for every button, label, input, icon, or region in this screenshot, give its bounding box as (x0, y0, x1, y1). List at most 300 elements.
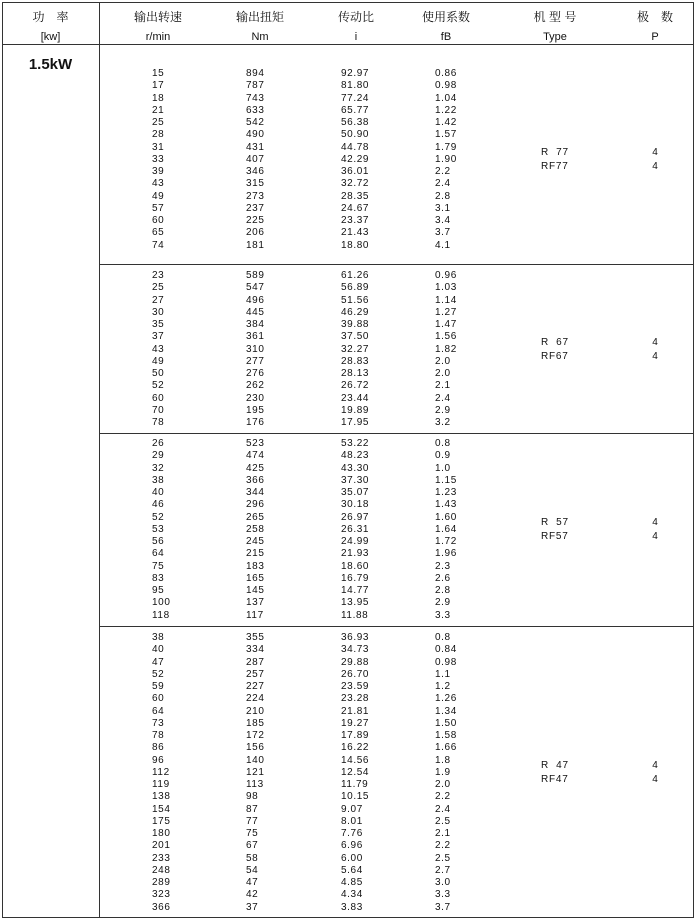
output-torque-cell: 77 (246, 815, 259, 827)
service-factor-cell: 3.1 (435, 202, 451, 214)
output-speed-cell: 64 (152, 548, 165, 560)
pole-value: 4 (652, 759, 658, 771)
service-factor-cell: 2.4 (435, 803, 451, 815)
service-factor-cell: 3.3 (435, 889, 451, 901)
gear-ratio-cell: 11.88 (341, 609, 369, 621)
service-factor-cell: 2.8 (435, 585, 451, 596)
output-speed-cell: 40 (152, 644, 165, 656)
output-torque-column (246, 632, 265, 914)
header-torque-unit: Nm (251, 31, 269, 43)
gear-ratio-cell: 26.97 (341, 511, 370, 523)
output-speed-column (152, 68, 164, 252)
service-factor-cell: 1.57 (435, 129, 457, 141)
header-poles (620, 10, 690, 44)
pole-count (645, 336, 665, 364)
output-speed-cell: 43 (152, 343, 165, 355)
output-speed-cell: 201 (152, 840, 171, 852)
output-speed-cell: 38 (152, 474, 165, 486)
output-torque-cell: 425 (246, 462, 265, 474)
gear-ratio-cell: 14.77 (341, 585, 370, 596)
section-divider (99, 626, 694, 627)
gear-ratio-cell: 9.07 (341, 803, 363, 815)
gear-ratio-cell: 77.24 (341, 92, 370, 104)
output-speed-cell: 32 (152, 462, 165, 474)
output-speed-cell: 59 (152, 681, 165, 692)
service-factor-cell: 1.1 (435, 668, 451, 680)
output-speed-cell: 52 (152, 511, 165, 523)
model-type (541, 336, 569, 364)
output-speed-cell: 52 (152, 668, 165, 680)
output-torque-cell: 542 (246, 117, 265, 128)
output-speed-cell: 29 (152, 450, 165, 462)
output-speed-cell: 154 (152, 803, 171, 815)
pole-value: 4 (652, 350, 658, 362)
service-factor-cell: 1.27 (435, 306, 457, 318)
output-torque-cell: 37 (246, 901, 259, 913)
gear-ratio-cell: 50.90 (341, 129, 370, 141)
model-r: R 47 (541, 759, 569, 771)
header-ratio-label: 传动比 (337, 10, 374, 24)
output-torque-cell: 547 (246, 282, 265, 294)
service-factor-cell: 1.60 (435, 511, 457, 523)
output-speed-cell: 64 (152, 705, 165, 717)
output-speed-cell: 95 (152, 585, 165, 596)
gear-ratio-cell: 5.64 (341, 864, 363, 876)
output-speed-cell: 35 (152, 319, 165, 330)
output-speed-cell: 33 (152, 153, 165, 165)
gear-ratio-cell: 56.89 (341, 282, 370, 294)
service-factor-cell: 1.04 (435, 92, 457, 104)
gear-ratio-cell: 23.59 (341, 681, 370, 692)
gear-ratio-cell: 18.80 (341, 239, 370, 251)
output-torque-cell: 98 (246, 791, 259, 803)
section-divider (99, 264, 694, 265)
output-speed-cell: 70 (152, 404, 165, 416)
output-speed-cell: 49 (152, 355, 165, 367)
output-speed-cell: 50 (152, 368, 165, 379)
gear-ratio-cell: 6.96 (341, 840, 363, 852)
output-torque-cell: 366 (246, 474, 265, 486)
gear-ratio-cell: 23.44 (341, 392, 370, 404)
output-speed-cell: 323 (152, 889, 171, 901)
gear-ratio-cell: 53.22 (341, 438, 370, 449)
gear-ratio-cell: 35.07 (341, 487, 370, 498)
output-torque-cell: 237 (246, 202, 265, 214)
header-ratio-unit: i (354, 31, 358, 43)
output-speed-cell: 15 (152, 68, 165, 79)
gear-ratio-cell: 4.34 (341, 889, 363, 901)
gear-ratio-cell: 48.23 (341, 450, 370, 462)
gear-ratio-cell: 37.30 (341, 474, 370, 486)
output-speed-cell: 100 (152, 597, 171, 609)
output-torque-cell: 185 (246, 717, 265, 729)
power-rating: 1.5kW (28, 56, 73, 73)
header-speed-label: 输出转速 (133, 10, 182, 24)
output-speed-cell: 118 (152, 609, 170, 621)
output-torque-cell: 787 (246, 80, 265, 92)
gear-ratio-cell: 29.88 (341, 656, 370, 668)
output-torque-cell: 225 (246, 215, 265, 226)
header-poles-label: 极 数 (636, 10, 673, 24)
service-factor-cell: 0.8 (435, 632, 451, 643)
output-speed-cell: 27 (152, 294, 165, 306)
service-factor-cell: 2.0 (435, 779, 451, 790)
output-speed-cell: 37 (152, 331, 165, 343)
output-speed-cell: 60 (152, 693, 165, 705)
service-factor-cell: 3.4 (435, 215, 451, 226)
gear-ratio-cell: 28.83 (341, 355, 370, 367)
pole-value: 4 (652, 516, 658, 528)
header-type-label: 机 型 号 (533, 10, 577, 24)
output-speed-cell: 49 (152, 190, 165, 202)
gear-ratio-cell: 16.79 (341, 572, 370, 584)
gear-ratio-cell: 42.29 (341, 153, 370, 165)
output-torque-cell: 474 (246, 450, 265, 462)
output-torque-cell: 310 (246, 343, 265, 355)
output-speed-column (152, 438, 171, 622)
gear-ratio-cell: 4.85 (341, 877, 363, 888)
pole-value: 4 (652, 146, 658, 158)
service-factor-cell: 1.9 (435, 766, 451, 778)
gear-ratio-cell: 26.31 (341, 523, 370, 535)
service-factor-cell: 1.56 (435, 331, 457, 343)
output-torque-cell: 258 (246, 523, 265, 535)
gear-ratio-cell: 13.95 (341, 597, 370, 609)
output-torque-cell: 407 (246, 153, 265, 165)
output-torque-cell: 75 (246, 828, 259, 839)
model-rf: RF67 (541, 350, 569, 362)
output-torque-cell: 445 (246, 306, 265, 318)
header-speed-unit: r/min (145, 31, 171, 43)
output-torque-cell: 47 (246, 877, 259, 888)
output-torque-cell: 172 (246, 730, 265, 741)
model-r: R 57 (541, 516, 569, 528)
gear-ratio-cell: 92.97 (341, 68, 370, 79)
pole-value: 4 (652, 530, 658, 542)
output-speed-cell: 119 (152, 779, 170, 790)
output-torque-cell: 245 (246, 536, 265, 547)
gear-ratio-cell: 16.22 (341, 742, 370, 754)
output-torque-cell: 894 (246, 68, 265, 79)
service-factor-cell: 2.0 (435, 355, 451, 367)
output-torque-cell: 262 (246, 380, 265, 392)
output-torque-cell: 344 (246, 487, 265, 498)
gear-ratio-cell: 6.00 (341, 852, 363, 864)
header-service-label: 使用系数 (421, 10, 470, 24)
service-factor-cell: 1.26 (435, 693, 457, 705)
gear-ratio-column (341, 270, 369, 429)
service-factor-cell: 0.84 (435, 644, 457, 656)
service-factor-cell: 2.4 (435, 178, 451, 190)
pole-value: 4 (652, 336, 658, 348)
output-speed-cell: 248 (152, 864, 171, 876)
output-speed-cell: 40 (152, 487, 165, 498)
output-torque-cell: 431 (246, 141, 265, 153)
output-torque-cell: 276 (246, 368, 265, 379)
gear-ratio-cell: 19.89 (341, 404, 370, 416)
model-type (541, 146, 569, 174)
header-torque (220, 10, 300, 44)
output-speed-cell: 74 (152, 239, 165, 251)
gear-ratio-cell: 14.56 (341, 754, 370, 766)
gear-ratio-cell: 61.26 (341, 270, 370, 281)
service-factor-cell: 1.0 (435, 462, 451, 474)
output-speed-cell: 57 (152, 202, 165, 214)
gear-ratio-cell: 28.35 (341, 190, 370, 202)
output-torque-cell: 58 (246, 852, 259, 864)
output-torque-cell: 183 (246, 560, 265, 572)
gear-ratio-cell: 19.27 (341, 717, 370, 729)
service-factor-cell: 2.9 (435, 404, 451, 416)
output-speed-cell: 75 (152, 560, 165, 572)
gear-ratio-cell: 10.15 (341, 791, 370, 803)
output-speed-cell: 73 (152, 717, 165, 729)
gear-ratio-cell: 21.81 (341, 705, 370, 717)
output-speed-cell: 96 (152, 754, 165, 766)
output-torque-cell: 257 (246, 668, 265, 680)
service-factor-cell: 1.22 (435, 104, 457, 116)
gear-ratio-cell: 17.89 (341, 730, 370, 741)
service-factor-cell: 1.15 (435, 474, 457, 486)
service-factor-cell: 0.8 (435, 438, 451, 449)
output-torque-cell: 355 (246, 632, 265, 643)
output-speed-cell: 46 (152, 499, 165, 511)
output-torque-cell: 165 (246, 572, 265, 584)
output-speed-column (152, 270, 164, 429)
output-torque-cell: 210 (246, 705, 265, 717)
output-speed-cell: 65 (152, 227, 165, 239)
gear-ratio-cell: 3.83 (341, 901, 363, 913)
output-speed-cell: 78 (152, 730, 165, 741)
gear-ratio-cell: 28.13 (341, 368, 370, 379)
output-torque-cell: 137 (246, 597, 265, 609)
service-factor-cell: 2.5 (435, 815, 451, 827)
model-rf: RF57 (541, 530, 569, 542)
pole-value: 4 (652, 773, 658, 785)
service-factor-cell: 3.3 (435, 609, 451, 621)
output-torque-cell: 334 (246, 644, 265, 656)
header-power-unit: [kw] (40, 31, 61, 43)
output-speed-cell: 366 (152, 901, 171, 913)
output-torque-cell: 287 (246, 656, 265, 668)
service-factor-cell: 1.90 (435, 153, 457, 165)
service-factor-cell: 2.4 (435, 392, 451, 404)
output-torque-cell: 273 (246, 190, 265, 202)
header-torque-label: 输出扭矩 (235, 10, 284, 24)
service-factor-cell: 2.2 (435, 166, 451, 177)
service-factor-cell: 1.82 (435, 343, 457, 355)
gear-ratio-cell: 24.67 (341, 202, 370, 214)
output-torque-cell: 195 (246, 404, 265, 416)
service-factor-cell: 2.2 (435, 840, 451, 852)
output-torque-cell: 523 (246, 438, 265, 449)
service-factor-cell: 3.7 (435, 227, 451, 239)
service-factor-cell: 2.2 (435, 791, 451, 803)
service-factor-cell: 0.86 (435, 68, 457, 79)
output-speed-cell: 21 (152, 104, 165, 116)
service-factor-cell: 1.8 (435, 754, 451, 766)
output-speed-cell: 53 (152, 523, 165, 535)
output-torque-cell: 206 (246, 227, 265, 239)
header-type-unit: Type (543, 31, 567, 43)
output-speed-cell: 30 (152, 306, 165, 318)
model-r: R 67 (541, 336, 569, 348)
output-torque-cell: 54 (246, 864, 259, 876)
header-speed (118, 10, 198, 44)
pole-value: 4 (652, 160, 658, 172)
service-factor-cell: 1.50 (435, 717, 457, 729)
gear-ratio-cell: 32.72 (341, 178, 370, 190)
service-factor-cell: 2.7 (435, 864, 451, 876)
output-torque-cell: 277 (246, 355, 265, 367)
column-divider (99, 2, 100, 918)
output-torque-cell: 496 (246, 294, 265, 306)
output-torque-cell: 743 (246, 92, 265, 104)
gear-ratio-cell: 11.79 (341, 779, 369, 790)
output-torque-cell: 121 (246, 766, 265, 778)
gear-ratio-cell: 36.01 (341, 166, 370, 177)
output-torque-cell: 67 (246, 840, 259, 852)
output-speed-cell: 38 (152, 632, 165, 643)
output-speed-cell: 233 (152, 852, 171, 864)
header-divider (2, 44, 694, 45)
output-torque-column (246, 270, 265, 429)
service-factor-column (435, 270, 457, 429)
gear-ratio-cell: 39.88 (341, 319, 370, 330)
output-torque-cell: 361 (246, 331, 265, 343)
output-torque-cell: 296 (246, 499, 265, 511)
service-factor-cell: 1.03 (435, 282, 457, 294)
gear-ratio-cell: 56.38 (341, 117, 370, 128)
service-factor-cell: 2.0 (435, 368, 451, 379)
service-factor-cell: 3.2 (435, 417, 451, 428)
service-factor-column (435, 632, 457, 914)
output-torque-cell: 145 (246, 585, 265, 596)
output-speed-cell: 31 (152, 141, 165, 153)
service-factor-column (435, 68, 457, 252)
output-speed-cell: 60 (152, 392, 165, 404)
service-factor-cell: 3.0 (435, 877, 451, 888)
output-speed-cell: 60 (152, 215, 165, 226)
output-speed-cell: 180 (152, 828, 171, 839)
gear-ratio-cell: 51.56 (341, 294, 370, 306)
output-speed-cell: 23 (152, 270, 165, 281)
service-factor-cell: 1.34 (435, 705, 457, 717)
service-factor-cell: 1.58 (435, 730, 457, 741)
gear-ratio-cell: 18.60 (341, 560, 370, 572)
output-torque-cell: 227 (246, 681, 265, 692)
output-speed-cell: 43 (152, 178, 165, 190)
header-poles-unit: P (651, 31, 659, 43)
header-type (515, 10, 595, 44)
output-torque-cell: 215 (246, 548, 265, 560)
gear-ratio-cell: 43.30 (341, 462, 370, 474)
output-speed-cell: 17 (152, 80, 165, 92)
header-power (2, 10, 99, 44)
gear-ratio-cell: 21.93 (341, 548, 370, 560)
output-speed-cell: 47 (152, 656, 165, 668)
gear-ratio-cell: 12.54 (341, 766, 370, 778)
model-rf: RF77 (541, 160, 569, 172)
output-speed-cell: 175 (152, 815, 171, 827)
gear-ratio-cell: 34.73 (341, 644, 370, 656)
gear-ratio-cell: 65.77 (341, 104, 370, 116)
model-type (541, 759, 569, 787)
output-speed-column (152, 632, 171, 914)
output-speed-cell: 112 (152, 766, 170, 778)
gear-ratio-cell: 81.80 (341, 80, 370, 92)
output-torque-cell: 117 (246, 609, 264, 621)
output-torque-cell: 384 (246, 319, 265, 330)
output-speed-cell: 56 (152, 536, 165, 547)
service-factor-cell: 2.8 (435, 190, 451, 202)
output-torque-column (246, 438, 265, 622)
output-speed-cell: 18 (152, 92, 165, 104)
model-rf: RF47 (541, 773, 569, 785)
output-torque-cell: 633 (246, 104, 265, 116)
header-service-unit: fB (440, 31, 452, 43)
output-torque-cell: 490 (246, 129, 265, 141)
header-power-label: 功 率 (32, 10, 69, 24)
output-torque-cell: 346 (246, 166, 265, 177)
service-factor-cell: 1.14 (435, 294, 457, 306)
header-ratio (316, 10, 396, 44)
gear-ratio-cell: 8.01 (341, 815, 363, 827)
output-torque-cell: 230 (246, 392, 265, 404)
gear-ratio-cell: 32.27 (341, 343, 370, 355)
service-factor-cell: 0.96 (435, 270, 457, 281)
service-factor-cell: 2.9 (435, 597, 451, 609)
output-torque-cell: 589 (246, 270, 265, 281)
service-factor-cell: 1.47 (435, 319, 457, 330)
service-factor-cell: 1.96 (435, 548, 457, 560)
output-torque-cell: 140 (246, 754, 265, 766)
output-torque-cell: 113 (246, 779, 264, 790)
gear-ratio-cell: 30.18 (341, 499, 370, 511)
service-factor-column (435, 438, 457, 622)
gear-ratio-cell: 44.78 (341, 141, 370, 153)
header-service-factor (406, 10, 486, 44)
gear-ratio-cell: 7.76 (341, 828, 363, 839)
service-factor-cell: 2.1 (435, 380, 451, 392)
pole-count (645, 516, 665, 544)
service-factor-cell: 0.98 (435, 80, 457, 92)
service-factor-cell: 3.7 (435, 901, 451, 913)
output-torque-cell: 176 (246, 417, 265, 428)
gear-ratio-cell: 26.72 (341, 380, 370, 392)
output-torque-cell: 87 (246, 803, 259, 815)
gear-ratio-cell: 23.28 (341, 693, 370, 705)
gear-ratio-cell: 23.37 (341, 215, 370, 226)
gear-ratio-cell: 46.29 (341, 306, 370, 318)
gear-ratio-column (341, 438, 369, 622)
service-factor-cell: 1.66 (435, 742, 457, 754)
section-divider (99, 433, 694, 434)
gear-ratio-column (341, 632, 369, 914)
service-factor-cell: 1.23 (435, 487, 457, 498)
service-factor-cell: 1.42 (435, 117, 457, 128)
gear-ratio-cell: 36.93 (341, 632, 370, 643)
service-factor-cell: 1.43 (435, 499, 457, 511)
service-factor-cell: 1.72 (435, 536, 457, 547)
gear-ratio-cell: 37.50 (341, 331, 370, 343)
gear-ratio-cell: 21.43 (341, 227, 370, 239)
output-speed-cell: 26 (152, 438, 165, 449)
gear-ratio-cell: 17.95 (341, 417, 370, 428)
service-factor-cell: 0.9 (435, 450, 451, 462)
pole-count (645, 759, 665, 787)
gear-ratio-cell: 24.99 (341, 536, 370, 547)
